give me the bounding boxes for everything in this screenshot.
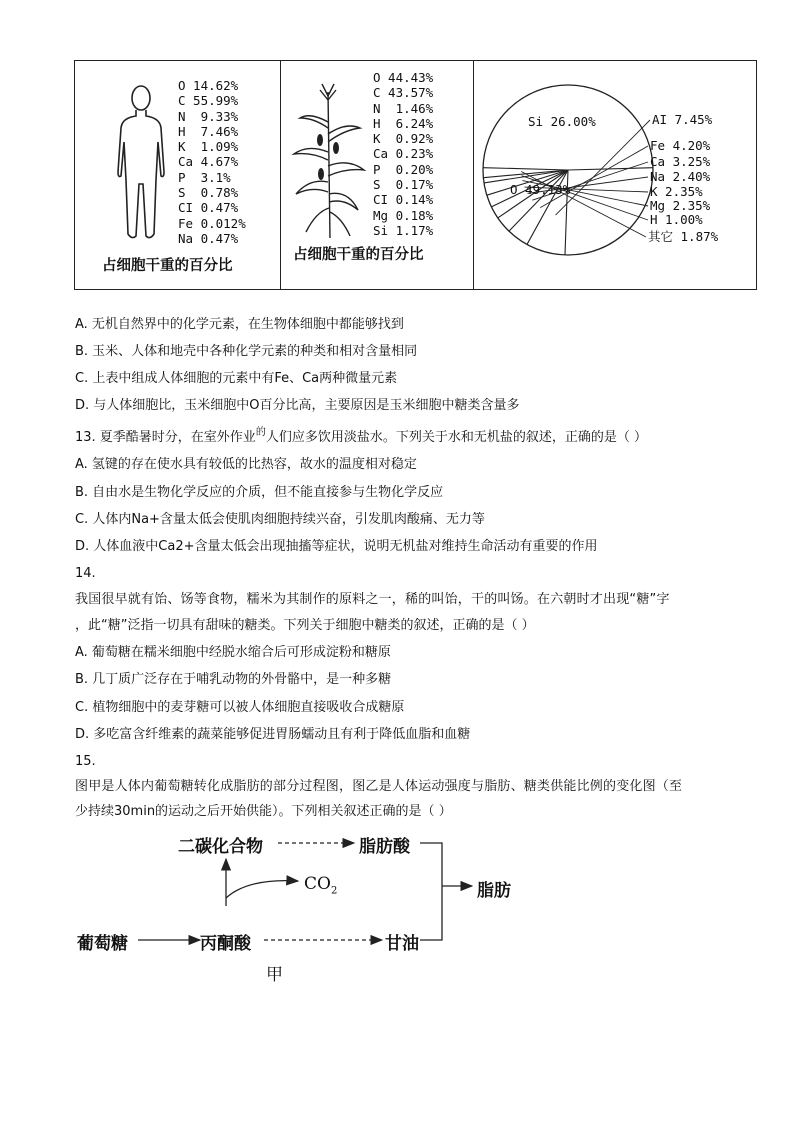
co2-subscript: 2 <box>330 885 338 897</box>
element-entry: C 55.99% <box>178 93 239 109</box>
diagram-label: 甲 <box>266 965 283 985</box>
element-entry: C 43.57% <box>373 85 434 101</box>
pie-label-Ca: Ca 3.25% <box>650 154 711 169</box>
pie-label-H: H 1.00% <box>650 212 703 227</box>
pie-label-其它: 其它 1.87% <box>648 229 719 244</box>
q14-stem-line2: ，此“糖”泛指一切具有甜味的糖类。下列关于细胞中糖类的叙述，正确的是（ ） <box>75 618 535 633</box>
q13-option-a: A. 氢键的存在使水具有较低的比热容，故水的温度相对稳定 <box>75 457 417 472</box>
element-entry: N 9.33% <box>178 108 239 124</box>
pie-leader-AI <box>556 120 650 215</box>
q14-option-c: C. 植物细胞中的麦芽糖可以被人体细胞直接吸收合成糖原 <box>75 700 405 715</box>
q12-option-b: B. 玉米、人体和地壳中各种化学元素的种类和相对含量相同 <box>75 344 418 359</box>
element-entry: P 0.20% <box>373 161 434 177</box>
corn-plant-figure <box>290 82 368 238</box>
corn-caption: 占细胞干重的百分比 <box>293 247 424 263</box>
pie-label-O: O 49.13% <box>510 182 571 197</box>
q15-stem-line1: 图甲是人体内葡萄糖转化成脂肪的部分过程图，图乙是人体运动强度与脂肪、糖类供能比例的变化图（至 <box>75 779 683 794</box>
q12-option-a: A. 无机自然界中的化学元素，在生物体细胞中都能够找到 <box>75 317 404 332</box>
q13-option-b: B. 自由水是生物化学反应的介质，但不能直接参与生物化学反应 <box>75 485 444 500</box>
pie-leader-Fe <box>540 146 648 208</box>
pie-label-Fe: Fe 4.20% <box>650 138 711 153</box>
element-entry: H 6.24% <box>373 115 434 131</box>
q15-stem-line2: 少持续30min的运动之后开始供能）。下列相关叙述正确的是（ ） <box>75 804 452 819</box>
q14-option-a: A. 葡萄糖在糯米细胞中经脱水缩合后可形成淀粉和糖原 <box>75 645 391 660</box>
element-entry: S 0.17% <box>373 177 434 193</box>
pie-label-Si: Si 26.00% <box>528 114 596 129</box>
human-figure <box>110 84 172 244</box>
element-entry: Na 0.47% <box>178 230 239 246</box>
q14-option-d: D. 多吃富含纤维素的蔬菜能够促进胃肠蠕动且有利于降低血脂和血糖 <box>75 727 471 742</box>
element-entry: Mg 0.18% <box>373 207 434 223</box>
bracket-fatty-acid <box>420 843 442 940</box>
table-divider <box>473 60 474 290</box>
element-entry: Fe 0.012% <box>178 215 246 231</box>
q13-stem-start: 13. 夏季酷暑时分，在室外作业 <box>75 430 256 445</box>
node-glucose: 葡萄糖 <box>77 934 128 954</box>
element-entry: Ca 0.23% <box>373 146 434 162</box>
co2-text: CO <box>304 874 331 894</box>
element-entry: CI 0.47% <box>178 200 239 216</box>
q13-option-c: C. 人体内Na+含量太低会使肌肉细胞持续兴奋，引发肌肉酸痛、无力等 <box>75 512 485 527</box>
q15-number: 15. <box>75 754 96 769</box>
element-entry: H 7.46% <box>178 123 239 139</box>
q13-stem <box>75 429 647 448</box>
node-fatty-acid: 脂肪酸 <box>359 837 410 857</box>
element-entry: P 3.1% <box>178 169 231 185</box>
node-pyruvate: 丙酮酸 <box>200 934 251 954</box>
arrow-to-co2 <box>226 881 298 898</box>
pie-slice-O <box>483 168 568 170</box>
pie-label-Mg: Mg 2.35% <box>650 198 711 213</box>
element-entry: Si 1.17% <box>373 222 434 238</box>
q14-option-b: B. 几丁质广泛存在于哺乳动物的外骨骼中，是一种多糖 <box>75 672 392 687</box>
q13-option-d: D. 人体血液中Ca2+含量太低会出现抽搐等症状，说明无机盐对维持生命活动有重要的作用 <box>75 539 598 554</box>
pie-label-AI: AI 7.45% <box>652 112 713 127</box>
element-entry: O 44.43% <box>373 70 434 85</box>
element-entry: N 1.46% <box>373 100 434 116</box>
q14-number: 14. <box>75 566 96 581</box>
element-entry: CI 0.14% <box>373 192 434 208</box>
pie-label-K: K 2.35% <box>650 184 703 199</box>
node-glycerol: 甘油 <box>385 934 419 954</box>
q14-stem-line1: 我国很早就有饴、饧等食物，糯米为其制作的原料之一，稀的叫饴，干的叫饧。在六朝时才出现“糖”字 <box>75 592 670 607</box>
q12-option-d: D. 与人体细胞比，玉米细胞中O百分比高，主要原因是玉米细胞中糖类含量多 <box>75 398 520 413</box>
element-entry: K 1.09% <box>178 139 239 155</box>
element-entry: S 0.78% <box>178 185 239 201</box>
element-entry: Ca 4.67% <box>178 154 239 170</box>
node-co2 <box>304 874 337 896</box>
pie-label-Na: Na 2.40% <box>650 169 711 184</box>
q13-stem-end: 人们应多饮用淡盐水。下列关于水和无机盐的叙述，正确的是（ ） <box>265 430 647 445</box>
glucose-to-fat-diagram <box>70 826 550 986</box>
q13-stem-superscript: 的 <box>255 427 266 438</box>
pie-slice-Si <box>568 168 653 170</box>
node-fat: 脂肪 <box>477 881 511 901</box>
earth-crust-pie-chart <box>478 62 754 288</box>
element-entry: O 14.62% <box>178 78 239 93</box>
human-caption: 占细胞干重的百分比 <box>102 258 233 274</box>
element-entry: K 0.92% <box>373 131 434 147</box>
table-divider <box>280 60 281 290</box>
q12-option-c: C. 上表中组成人体细胞的元素中有Fe、Ca两种微量元素 <box>75 371 398 386</box>
human-element-list <box>178 78 246 246</box>
corn-element-list <box>373 70 433 238</box>
node-two-carbon-compound: 二碳化合物 <box>178 837 263 857</box>
